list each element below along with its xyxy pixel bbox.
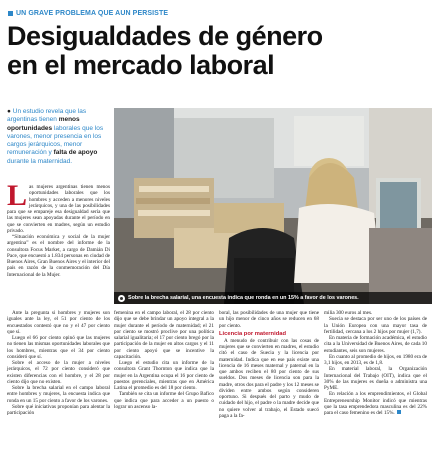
paragraph (324, 391, 427, 416)
paragraph: “Situación económica y social de la mujer argentina” es el nombre del informe de la consultora Focus Market, a cargo de Damián Di Pace, que encuestó a 1.834 personas en ciudad de Buenos Aires, Gran Buenos Aires y el interior del país en razón de la conmemoración del Día Internacional de la Mujer. (7, 234, 111, 278)
paragraph (7, 179, 110, 234)
article-column-2 (114, 310, 214, 410)
headline-line-2: en el mercado laboral (7, 50, 275, 80)
article-deck (7, 108, 110, 166)
camera-icon (118, 295, 125, 302)
paragraph: Sobre qué iniciativas proponían para alentar la participación (7, 403, 110, 416)
paragraph: Sobre la brecha salarial en el campo laboral entre hombres y mujeres, la encuesta indica que ronda en un 15 por ciento a favor de los varones. (7, 385, 110, 404)
paragraph: femenina en el campo laboral, el 28 por ciento dijo que se debe brindar un apoyo integral a la mujer durante el período de maternidad; el 21 por ciento se mostró proclive por una política salarial igualitaria; el 17 por ciento bregó por la participación de la mujer en altos cargos y el 11 por ciento apoyó que se incentive la capacitación. (114, 310, 214, 360)
photo-caption-text: Sobre la brecha salarial, una encuesta indica que ronda en un 15% a favor de los varones. (128, 295, 359, 301)
paragraph: Luego el 66 por ciento opinó que las mujeres no tienen las mismas oportunidades laborales que los hombres, mientras que el 34 por ciento consideró que sí. (7, 335, 110, 360)
article-photo (114, 108, 432, 304)
paragraph: boral, las posibilidades de una mujer que tiene un hijo menor de cinco años se reducen en 68 por ciento. (219, 310, 319, 329)
paragraph: milia 300 euros al mes. (324, 310, 373, 316)
deck-bullet-icon: ● (7, 108, 11, 115)
kicker-square-icon (8, 11, 13, 16)
article-column-1-continued (7, 310, 110, 416)
kicker-text: UN GRAVE PROBLEMA QUE AUN PERSISTE (16, 10, 169, 17)
paragraph: En cuanto al promedio de hijos, en 1980 era de 3,1 hijos, en 2013, es de 1,8. (324, 353, 427, 366)
section-kicker (8, 8, 168, 19)
deck-part-2: menos oportunidades (7, 116, 80, 132)
paragraph-text: En relación a los emprendimientos, el Global Entrepreneurship Monitor indicó que mientras que la tasa emprendedora masculina es del 22% para el caso femenino es del 15%. (324, 391, 427, 416)
end-mark-icon (397, 410, 401, 414)
paragraph: A menudo de contribuir con las cosas de mujeres que se convierten en madres, el estudio citó el caso de Suecia y la licencia por maternidad. Indica que en ese país existe una licencia de 16 meses maternal y paternal en la que ambos reciben el 80 por ciento de sus sueldos. Dos meses de licencia son para la madre, otros dos para el padre y los 12 meses se dividen entre ambos según consideren oportuno. Si después del parto y mudo de cuidado del hijo, el padre o la madre decide que no quiere volver al trabajo, el Estado suecó paga a la fa- (219, 337, 319, 419)
deck-part-4: falta de apoyo (53, 149, 98, 157)
deck-part-5: durante la maternidad. (7, 157, 73, 165)
subheading: Licencia por maternidad (219, 330, 287, 337)
deck-part-3: laborales que los varones, menor presencia en los cargos jerárquicos, menor remuneración y (7, 124, 104, 157)
headline (7, 22, 427, 80)
paragraph: También se cita un informe del Grupo Bafico que indica que para acceder a un puesto o lograr un ascenso la- (114, 391, 214, 410)
headline-line-1: Desigualdades de género (7, 21, 323, 51)
article-column-4 (324, 310, 427, 416)
office-photo-illustration (114, 108, 432, 304)
paragraph: Sobre el acceso de la mujer a niveles jerárquicos, el 72 por ciento consideró que existen diferencias con el hombre, y el 28 por ciento dijo que no existen. (7, 360, 110, 385)
paragraph: Luego el estudio cita un informe de la consultora Grant Thornton que indica que la mujer en la Argentina ocupa el 16 por ciento de puestos gerenciales, mientras que en América Latina el promedio es del 18 por ciento. (114, 360, 214, 391)
photo-caption (114, 292, 432, 304)
drop-cap: L (7, 179, 28, 212)
paragraph: En materia de formación académica, el estudio cita a la Universidad de Buenos Aires, de cada 10 estudiantes, seis son mujeres. (324, 335, 427, 354)
article-column-1 (7, 179, 111, 278)
paragraph: Ante la pregunta si hombres y mujeres son iguales ante la ley, el 51 por ciento de los encuestados contestó que no y el 47 por ciento que sí. (7, 310, 110, 335)
article-column-3 (219, 310, 319, 419)
deck-part-1: Un estudio revela que las argentinas tienen (7, 108, 87, 124)
paragraph: Suecia se destaca por ser uno de los países de la Unión Europea con una mayor tasa de fertilidad, cercana a los 2 hijos por mujer (1,7). (324, 316, 427, 335)
paragraph-text: as mujeres argentinas tienen menos oportunidades laborales que los hombres y acceden a menores niveles jerárquicos, y una de las posibilidades para que se empareje esa desigualdad sería que las mujeres sean apoyadas durante el período en que se convierten en madres, según un estudio privado. (7, 184, 110, 234)
paragraph: En material laboral, la Organización Internacional del Trabajo (OIT), indica que el 30% de las mujeres es dueña o administra una PyME. (324, 366, 427, 391)
